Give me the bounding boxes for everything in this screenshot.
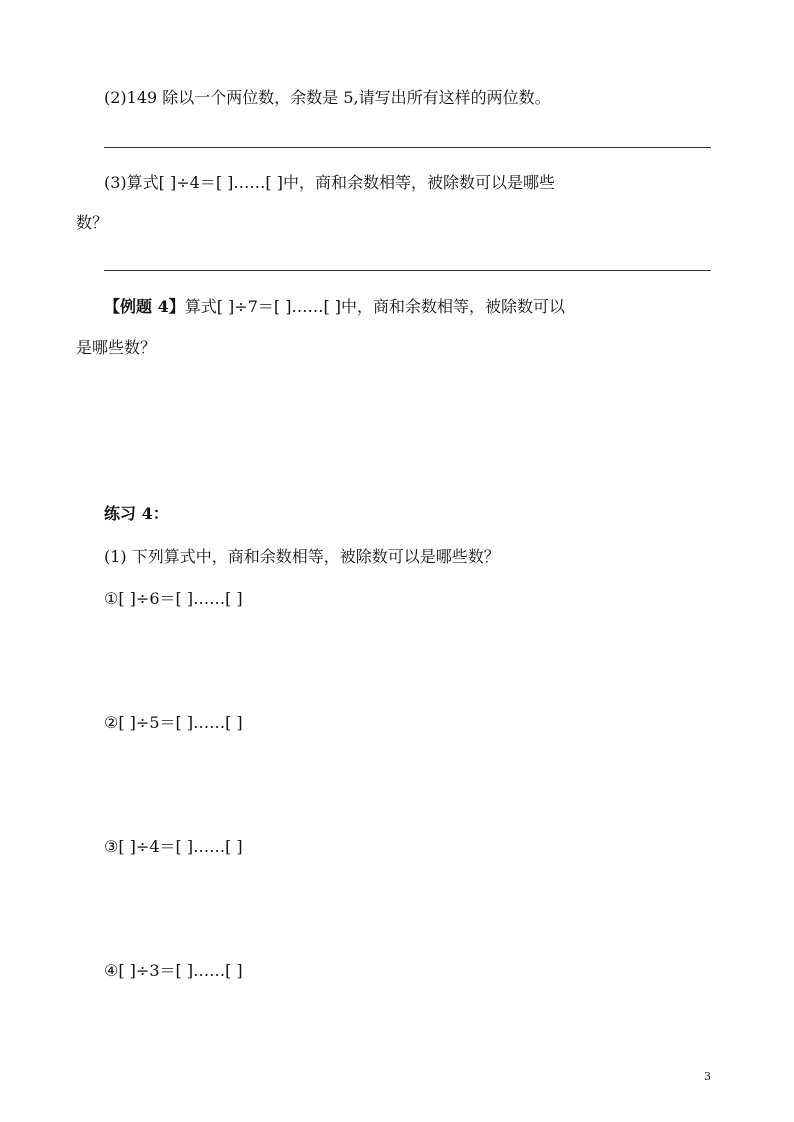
practice-item-4: ④[ ]÷3＝[ ]……[ ] <box>104 961 243 980</box>
answer-line-q2[interactable] <box>104 147 711 148</box>
example-4-text: 算式[ ]÷7＝[ ]……[ ]中，商和余数相等，被除数可以 <box>184 297 566 316</box>
question-3-line-1: (3)算式[ ]÷4＝[ ]……[ ]中，商和余数相等，被除数可以是哪些 <box>104 173 555 192</box>
practice-item-1: ①[ ]÷6＝[ ]……[ ] <box>104 589 243 608</box>
practice-4-question: (1) 下列算式中，商和余数相等，被除数可以是哪些数？ <box>104 547 500 566</box>
example-4-line-2: 是哪些数？ <box>76 338 157 357</box>
answer-line-q3[interactable] <box>104 270 711 271</box>
page-number: 3 <box>704 1070 711 1083</box>
practice-item-3: ③[ ]÷4＝[ ]……[ ] <box>104 837 243 856</box>
practice-item-2: ②[ ]÷5＝[ ]……[ ] <box>104 713 243 732</box>
practice-4-heading: 练习 4： <box>104 504 169 523</box>
question-2: (2)149 除以一个两位数，余数是 5,请写出所有这样的两位数。 <box>104 88 551 107</box>
example-4-line-1 <box>104 296 565 318</box>
example-4-label: 【例题 4】 <box>104 297 185 316</box>
question-3-line-2: 数？ <box>76 213 109 232</box>
